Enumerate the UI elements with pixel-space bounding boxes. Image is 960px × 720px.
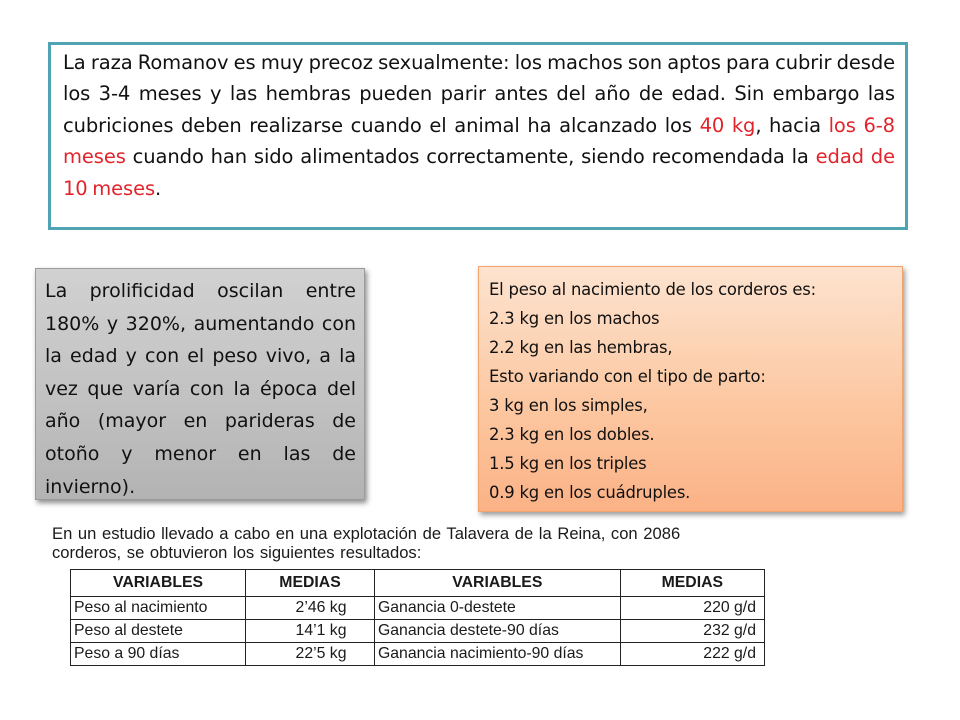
table-cell-mean: 222 g/d <box>620 643 764 666</box>
table-cell-variable: Peso al destete <box>71 620 246 643</box>
table-cell-variable: Peso al nacimiento <box>71 597 246 620</box>
results-table <box>70 569 765 666</box>
birth-weight-box <box>478 266 903 512</box>
table-row <box>71 643 765 666</box>
table-row <box>71 597 765 620</box>
birth-weight-line: 2.3 kg en los dobles. <box>489 425 655 444</box>
birth-weight-line: 1.5 kg en los triples <box>489 454 647 473</box>
intro-text-part-2: , hacia <box>755 113 829 137</box>
birth-weight-line: El peso al nacimiento de los corderos es: <box>489 280 816 299</box>
header-means-1: MEDIAS <box>246 570 375 597</box>
header-variables-1: VARIABLES <box>71 570 246 597</box>
prolificacy-box <box>35 268 365 500</box>
table-cell-mean: 2’46 kg <box>246 597 375 620</box>
table-cell-mean: 232 g/d <box>620 620 764 643</box>
header-variables-2: VARIABLES <box>374 570 620 597</box>
birth-weight-line: Esto variando con el tipo de parto: <box>489 367 766 386</box>
table-cell-mean: 220 g/d <box>620 597 764 620</box>
table-cell-mean: 22’5 kg <box>246 643 375 666</box>
intro-weight-highlight: 40 kg <box>699 113 756 137</box>
table-cell-mean: 14’1 kg <box>246 620 375 643</box>
intro-months-highlight: los 6-8 meses <box>63 113 895 169</box>
birth-weight-line: 2.2 kg en las hembras, <box>489 338 673 357</box>
table-header-row <box>71 570 765 597</box>
study-intro-line-2: corderos, se obtuvieron los siguientes resultados: <box>52 543 422 562</box>
birth-weight-line: 3 kg en los simples, <box>489 396 648 415</box>
table-cell-variable: Ganancia 0-destete <box>374 597 620 620</box>
prolificacy-text: La prolificidad oscilan entre 180% y 320%, aumentando con la edad y con el peso vivo, a la vez que varía con la época del año (mayor en parideras de otoño y menor en las de invierno). <box>45 280 356 498</box>
intro-text-box <box>48 42 908 230</box>
table-cell-variable: Peso a 90 días <box>71 643 246 666</box>
table-cell-variable: Ganancia destete-90 días <box>374 620 620 643</box>
table-cell-variable: Ganancia nacimiento-90 días <box>374 643 620 666</box>
intro-text-part-1: La raza Romanov es muy precoz sexualmente: los machos son aptos para cubrir desde los 3-4 meses y las hembras pueden parir antes del año de edad. Sin embargo las cubriciones deben realizarse cuando el animal ha alcanzado los <box>63 51 895 137</box>
study-intro <box>52 524 812 562</box>
intro-text-part-3: cuando han sido alimentados correctamente, siendo recomendada la <box>125 145 816 169</box>
intro-age-highlight: edad de 10 meses <box>63 145 895 200</box>
table-row <box>71 620 765 643</box>
birth-weight-line: 0.9 kg en los cuádruples. <box>489 483 691 502</box>
intro-text-part-4: . <box>155 176 162 200</box>
birth-weight-line: 2.3 kg en los machos <box>489 309 660 328</box>
header-means-2: MEDIAS <box>620 570 764 597</box>
study-intro-line-1: En un estudio llevado a cabo en una explotación de Talavera de la Reina, con 2086 <box>52 524 681 543</box>
